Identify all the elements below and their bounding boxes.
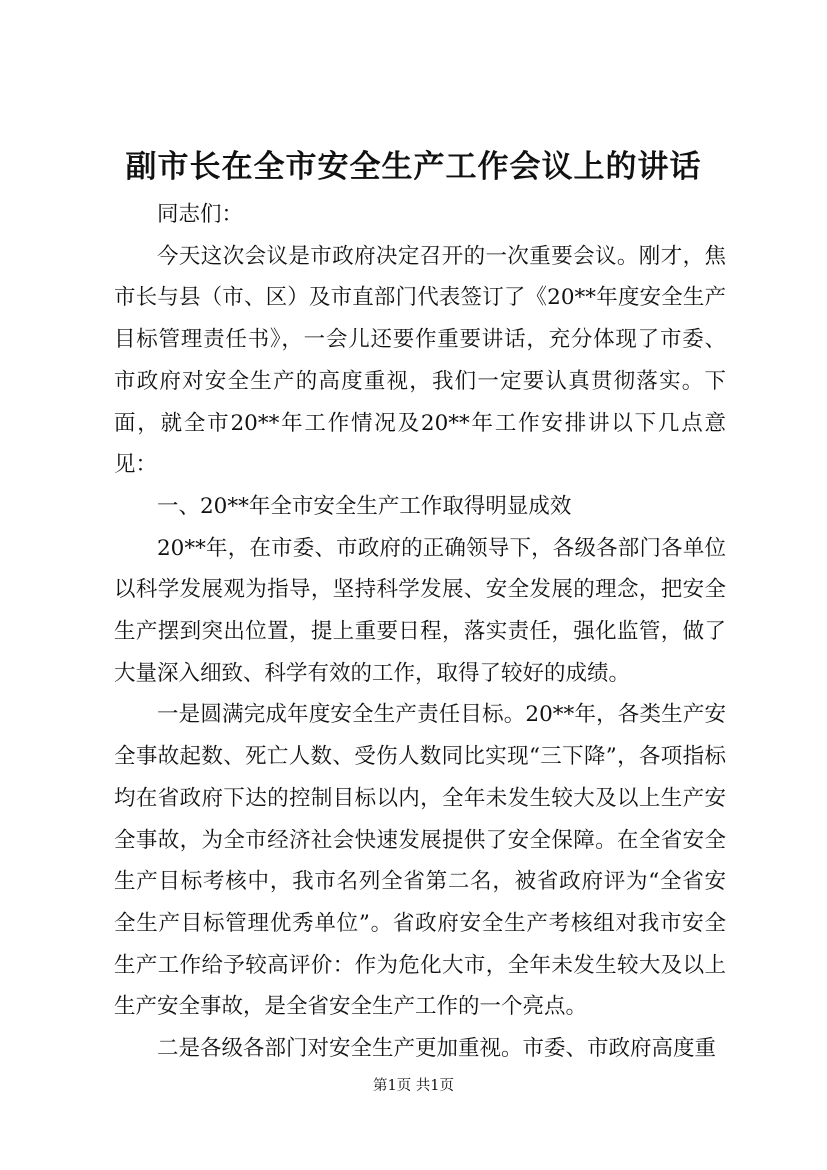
body-paragraph: 一是圆满完成年度安全生产责任目标。20**年，各类生产安全事故起数、死亡人数、受伤人数同比实现“三下降”，各项指标均在省政府下达的控制目标以内，全年未发生较大及以上生产安全事故，为全市经济社会快速发展提供了安全保障。在全省安全生产目标考核中，我市名列全省第二名，被省政府评为“全省安全生产目标管理优秀单位”。省政府安全生产考核组对我市安全生产工作给予较高评价：作为危化大市，全年未发生较大及以上生产安全事故，是全省安全生产工作的一个亮点。 [114, 702, 726, 1020]
body-paragraph: 20**年，在市委、市政府的正确领导下，各级各部门各单位以科学发展观为指导，坚持科学发展、安全发展的理念，把安全生产摆到突出位置，提上重要日程，落实责任，强化监管，做了大量深入细致、科学有效的工作，取得了较好的成绩。 [114, 535, 726, 686]
document-title: 副市长在全市安全生产工作会议上的讲话 [125, 149, 702, 185]
section-heading: 一、20**年全市安全生产工作取得明显成效 [157, 493, 572, 519]
page-footer: 第1页 共1页 [372, 1078, 455, 1094]
body-paragraph: 今天这次会议是市政府决定召开的一次重要会议。刚才，焦市长与县（市、区）及市直部门代表签订了《20**年度安全生产目标管理责任书》，一会儿还要作重要讲话，充分体现了市委、市政府对安全生产的高度重视，我们一定要认真贯彻落实。下面，就全市20**年工作情况及20**年工作安排讲以下几点意见： [114, 243, 726, 478]
salutation-paragraph: 同志们： [157, 202, 244, 227]
body-paragraph: 二是各级各部门对安全生产更加重视。市委、市政府高度重 [157, 1036, 717, 1062]
document-body [114, 194, 726, 1070]
